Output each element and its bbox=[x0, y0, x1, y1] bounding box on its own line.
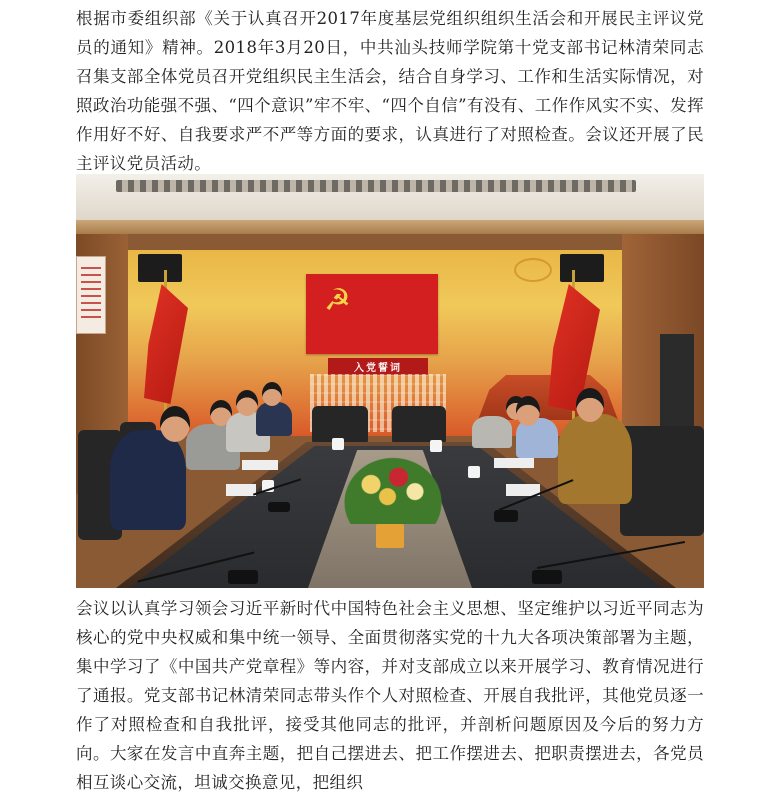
notice-text-lines bbox=[81, 267, 101, 323]
attendee-head bbox=[236, 390, 258, 416]
microphone-base bbox=[228, 570, 258, 584]
tissue-box bbox=[376, 524, 404, 548]
attendee-left-4 bbox=[256, 402, 292, 436]
ceiling-cornice bbox=[76, 220, 704, 234]
banner-title: 入党誓词 bbox=[328, 358, 428, 375]
microphone-base bbox=[532, 570, 562, 584]
microphone-base bbox=[494, 510, 518, 522]
tea-cup bbox=[468, 466, 480, 478]
attendee-head bbox=[576, 388, 604, 422]
document-paper bbox=[494, 458, 534, 468]
attendee-head bbox=[262, 382, 282, 406]
party-oath-banner bbox=[128, 250, 622, 436]
chair bbox=[620, 426, 704, 536]
document-paper bbox=[242, 460, 278, 470]
article-paragraph-1: 根据市委组织部《关于认真召开2017年度基层党组织组织生活会和开展民主评议党员的通知》精神。2018年3月20日，中共汕头技师学院第十党支部书记林清荣同志召集支部全体党员召开党组织民主生活会，结合自身学习、工作和生活实际情况，对照政治功能强不强、“四个意识”牢不牢、“四个自信”有没有、工作作风实不实、发挥作用好不好、自我要求严不严等方面的要求，认真进行了对照检查。会议还开展了民主评议党员活动。 bbox=[76, 9, 704, 173]
hammer-sickle-icon: ☭ bbox=[324, 283, 351, 318]
attendee-left-1 bbox=[110, 430, 186, 530]
microphone-base bbox=[268, 502, 290, 512]
right-speaker bbox=[560, 254, 604, 282]
tea-cup bbox=[332, 438, 344, 450]
document-paper bbox=[226, 484, 256, 496]
attendee-right-3 bbox=[558, 414, 632, 504]
meeting-photo bbox=[76, 174, 704, 588]
party-flag bbox=[306, 274, 438, 354]
wall-notice-board bbox=[76, 256, 106, 334]
national-emblem-icon bbox=[514, 258, 552, 282]
attendee-right-1 bbox=[472, 416, 512, 448]
attendee-head bbox=[516, 396, 540, 426]
tea-cup bbox=[430, 440, 442, 452]
attendee-head bbox=[160, 406, 190, 442]
flower-arrangement bbox=[338, 452, 448, 524]
ceiling bbox=[76, 174, 704, 220]
article-paragraph-2: 会议以认真学习领会习近平新时代中国特色社会主义思想、坚定维护以习近平同志为核心的党中央权威和集中统一领导、全面贯彻落实党的十九大各项决策部署为主题，集中学习了《中国共产党章程》等内容，并对支部成立以来开展学习、教育情况进行了通报。党支部书记林清荣同志带头作个人对照检查、开展自我批评，其他党员逐一作了对照检查和自我批评，接受其他同志的批评，并剖析问题原因及今后的努力方向。大家在发言中直奔主题，把自己摆进去、把工作摆进去、把职责摆进去，各党员相互谈心交流，坦诚交换意见，把组织 bbox=[76, 599, 704, 792]
left-speaker bbox=[138, 254, 182, 282]
ceiling-light-strip bbox=[116, 180, 636, 192]
